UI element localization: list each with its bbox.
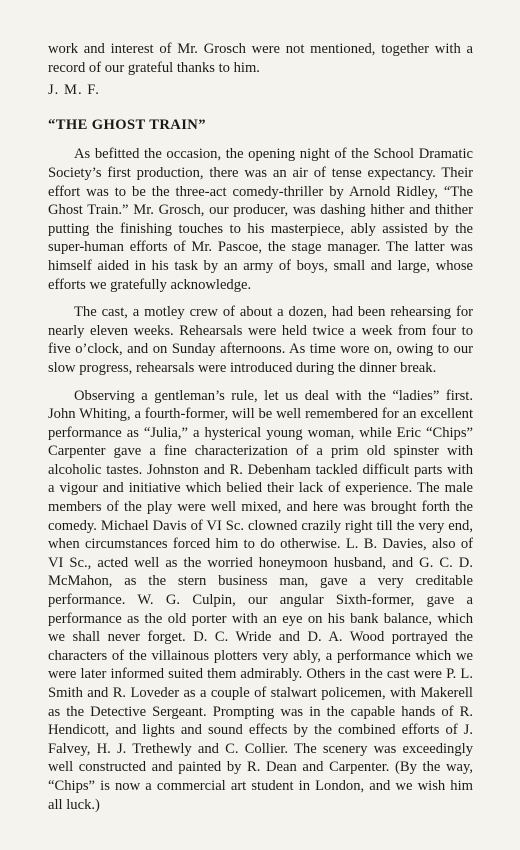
body-paragraph-1: As befitted the occasion, the opening night of the School Dramatic Society’s first production, there was an air of tense expectancy. Their effort was to be the three-act comedy-thriller by Arnold Ridley, “The Ghost Train.” Mr. Grosch, our producer, was dashing hither and thither putting the finishing touches to his masterpiece, ably assisted by the super-human efforts of Mr. Pascoe, the stage manager. The latter was himself aided in his task by an army of boys, small and large, whose efforts we gratefully acknowledge.: [48, 146, 473, 293]
author-signature: J. M. F.: [48, 82, 100, 99]
intro-paragraph: work and interest of Mr. Grosch were not mentioned, together with a record of our grateful thanks to him.: [48, 41, 473, 76]
document-page: [48, 40, 473, 823]
article-title: “THE GHOST TRAIN”: [48, 116, 206, 133]
body-paragraph-2: The cast, a motley crew of about a dozen, had been rehearsing for nearly eleven weeks. Rehearsals were held twice a week from four to five o’clock, and on Sunday afternoons. As time wore on, owing to our slow progress, rehearsals were introduced during the dinner break.: [48, 304, 473, 376]
body-paragraph-3: Observing a gentleman’s rule, let us deal with the “ladies” first. John Whiting, a fourth-former, will be well remembered for an excellent performance as “Julia,” a hysterical young woman, while Eric “Chips” Carpenter gave a fine characterization of a prim old spinster with alcoholic tastes. Johnston and R. Debenham tackled difficult parts with a vigour and initiative which belied their lack of experience. The male members of the play were well mixed, and here was brought forth the comedy. Michael Davis of VI Sc. clowned crazily right till the very end, when circumstances forced him to do otherwise. L. B. Davies, also of VI Sc., acted well as the worried honeymoon husband, and G. C. D. McMahon, as the stern business man, gave a very creditable performance. W. G. Culpin, our angular Sixth-former, gave a performance as the old porter with an eye on his bank balance, which we shall never forget. D. C. Wride and D. A. Wood portrayed the characters of the villainous plotters very ably, a performance which we were later informed suited them admirably. Others in the cast were P. L. Smith and R. Loveder as a couple of stalwart policemen, with Makerell as the Detective Sergeant. Prompting was in the capable hands of R. Hendicott, and lights and sound effects by the combined efforts of J. Falvey, H. J. Trethewly and C. Collier. The scenery was exceedingly well constructed and painted by R. Dean and Carpenter. (By the way, “Chips” is now a commercial art student in London, and we wish him all luck.): [48, 387, 473, 813]
